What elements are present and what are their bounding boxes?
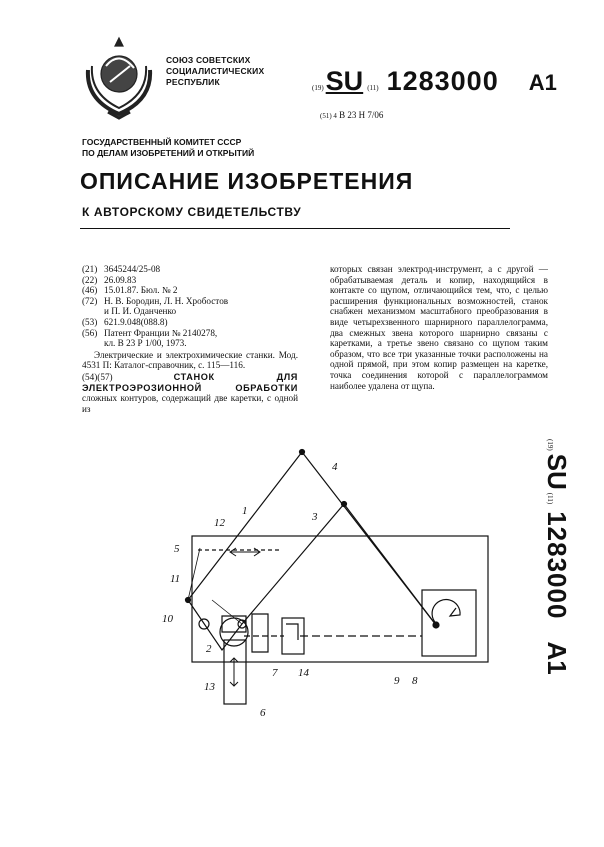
- publication-number: (19) SU (11) 1283000 A1: [312, 66, 557, 96]
- figure-label: 5: [174, 543, 180, 555]
- column-6: [224, 640, 246, 704]
- figure-label: 14: [298, 667, 309, 679]
- technical-drawing: [160, 440, 500, 730]
- carriage-5: [192, 536, 488, 662]
- biblio-line: кл. В 23 Р 1/00, 1973.: [104, 338, 187, 349]
- link-2: [188, 600, 242, 650]
- link-4: [188, 452, 436, 625]
- figure-label: 2: [206, 643, 212, 655]
- figure-label: 13: [204, 681, 215, 693]
- bibliographic-data: [82, 264, 298, 349]
- figure-label: 1: [242, 505, 248, 517]
- reference-text: Электрические и электрохимические станки. Мод. 4531 П: Каталог-справочник, с. 115—116.: [82, 349, 298, 371]
- biblio-line: (21) 3645244/25-08: [82, 264, 161, 274]
- figure-label: 4: [332, 461, 338, 473]
- claim-start: (54)(57) СТАНОК ДЛЯ ЭЛЕКТРОЭРОЗИОННОЙ ОБРАБОТКИ сложных контуров, содержащий две каретки, с одной из: [82, 371, 298, 414]
- figure-label: 10: [162, 613, 173, 625]
- figure-label: 6: [260, 707, 266, 719]
- biblio-line: (22) 26.09.83: [82, 274, 137, 285]
- side-publication-number: (19) SU (11) 1283000 A1: [542, 439, 572, 675]
- document-subtitle: К АВТОРСКОМУ СВИДЕТЕЛЬСТВУ: [82, 205, 302, 219]
- state-emblem: [78, 30, 160, 120]
- biblio-line: и П. И. Оданченко: [104, 306, 177, 317]
- header-rule: [80, 228, 510, 229]
- figure-label: 7: [272, 667, 278, 679]
- link-3: [242, 504, 436, 625]
- figure-label: 3: [312, 511, 318, 523]
- ipc-classification: (51) 4 В 23 Н 7/06: [320, 110, 384, 120]
- left-column: [82, 264, 298, 414]
- committee-name: ГОСУДАРСТВЕННЫЙ КОМИТЕТ СССР ПО ДЕЛАМ ИЗОБРЕТЕНИЙ И ОТКРЫТИЙ: [82, 137, 255, 158]
- figure-label: 9: [394, 675, 400, 687]
- biblio-line: (72) Н. В. Бородин, Л. Н. Хробостов: [82, 295, 229, 306]
- claim-title: СТАНОК ДЛЯ ЭЛЕКТРОЭРОЗИОННОЙ ОБРАБОТКИ: [82, 371, 298, 393]
- figure-label: 12: [214, 517, 225, 529]
- country-name: СОЮЗ СОВЕТСКИХ СОЦИАЛИСТИЧЕСКИХ РЕСПУБЛИК: [166, 55, 265, 87]
- biblio-line: (56) Патент Франции № 2140278,: [82, 327, 218, 338]
- biblio-line: (53) 621.9.048(088.8): [82, 316, 168, 327]
- copier-contour: [432, 600, 460, 625]
- claim-continuation: которых связан электрод-инструмент, а с другой — обрабатываемая деталь и копир, находящийся в контакте со щупом, отличающийся тем, что, с целью расширения функциональных возможностей, станок снабжен механизмом масштабного преобразования в виде четырехзвенного шарнирного параллелограмма, два смежных звена которого шарнирно связаны с каретками, а третье звено связано со щупом таким образом, что все три указанные точки расположены на одной прямой, при этом копир размещен на каретке, точка соединения которой с параллелограммом наиболее удалена от щупа.: [330, 264, 548, 391]
- biblio-line: (46) 15.01.87. Бюл. № 2: [82, 285, 178, 296]
- document-title: ОПИСАНИЕ ИЗОБРЕТЕНИЯ: [80, 168, 414, 194]
- figure-label: 8: [412, 675, 418, 687]
- figure-label: 11: [170, 573, 181, 585]
